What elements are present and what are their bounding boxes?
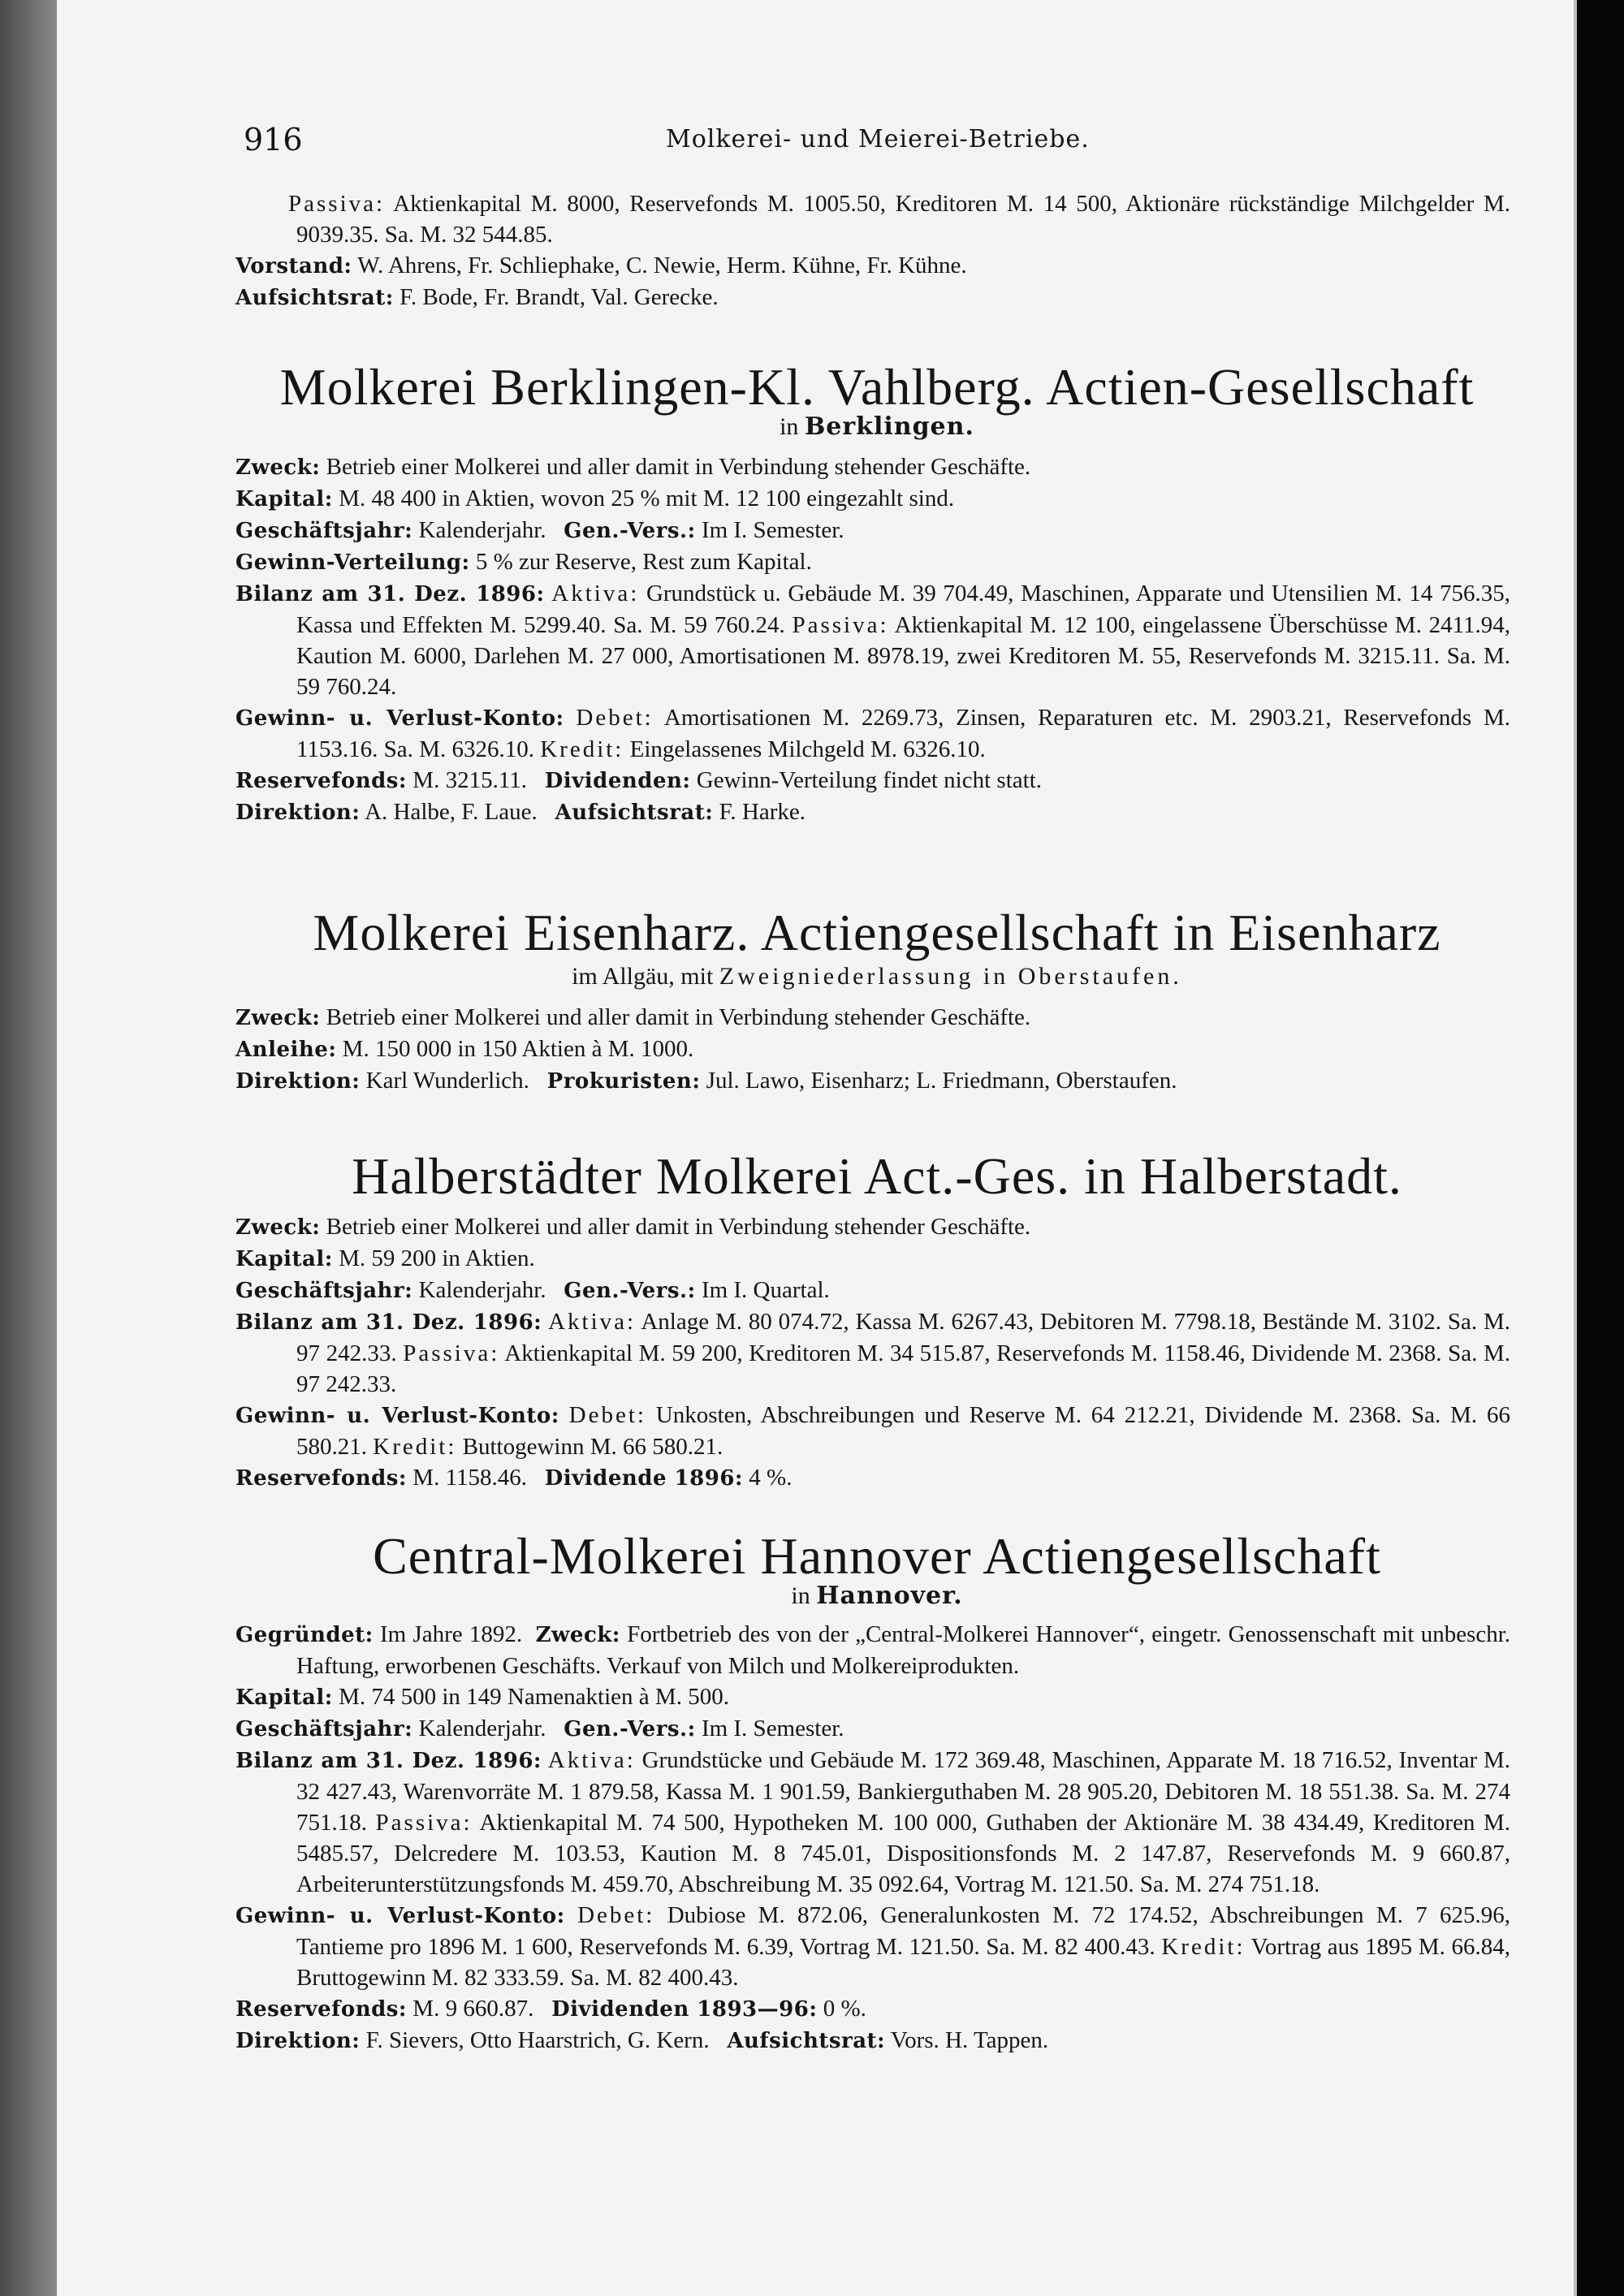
kredit-text: Vortrag aus 1895 M. 66.84, Bruttogewinn M. 82 333.59. Sa. M. 82 400.43. [296,1934,1511,1991]
passiva-label: Passiva: [288,191,386,217]
entry-body-hannover [235,1619,1510,2056]
kapital-line [235,1243,1510,1275]
debet-label: Debet: [568,1402,646,1428]
reserve-label: Reservefonds: [235,769,408,793]
dividenden-label: Dividenden: [544,769,691,793]
gj-label: Geschäftsjahr: [235,1717,413,1741]
aktiva-text: Grundstück u. Gebäude M. 39 704.49, Maschinen, Apparate und Utensilien M. 14 756.35, Kassa und Effekten M. 5299.40. Sa. M. 59 760.24. [296,580,1511,638]
scan-left-shadow [0,0,57,2296]
reservefonds-line [235,765,1510,796]
dividenden-text: 0 %. [823,1996,866,2022]
zweck-text: Betrieb einer Molkerei und aller damit in Verbindung stehender Geschäfte. [326,1004,1031,1030]
guv-paragraph [235,702,1510,765]
sub-text: im Allgäu, mit [572,963,714,990]
entry-title-eisenharz: Molkerei Eisenharz. Actiengesellschaft in Eisenharz [313,904,1441,961]
entry-title-hannover: Central-Molkerei Hannover Actiengesellschaft [373,1527,1381,1585]
gv-text: Im I. Quartal. [701,1277,830,1303]
gj-text: Kalenderjahr. [418,1716,546,1741]
geschaeftsjahr-line [235,515,1510,546]
anleihe-text: M. 150 000 in 150 Aktien à M. 1000. [342,1036,694,1062]
gewinnverteilung-text: 5 % zur Reserve, Rest zum Kapital. [475,549,812,575]
kapital-text: M. 59 200 in Aktien. [339,1245,535,1271]
reserve-text: M. 1158.46. [412,1465,527,1491]
gegruendet-label: Gegründet: [235,1623,374,1647]
direktion-text: F. Sievers, Otto Haarstrich, G. Kern. [365,2027,710,2053]
page-number: 916 [244,122,303,158]
entry-subtitle-berklingen [244,412,1510,441]
kapital-line [235,1681,1510,1713]
gj-label: Geschäftsjahr: [235,519,413,543]
direktion-line [235,1065,1510,1097]
entry-body-halberstadt [235,1211,1510,1494]
guv-label: Gewinn- u. Verlust-Konto: [235,1404,559,1428]
gegruendet-paragraph [235,1619,1510,1681]
passiva-text: Aktienkapital M. 74 500, Hypotheken M. 100 000, Guthaben der Aktionäre M. 38 434.49, Kreditoren M. 5485.57, Delcredere M. 103.53, Kaution M. 8 745.01, Dispositionsfonds M. 2 147.87, Reservefonds M. 9 660.87, Arbeiterunterstützungsfonds M. 459.70, Abschreibung M. 35 092.64, Vortrag M. 121.50. Sa. M. 274 751.18. [296,1810,1511,1897]
zweck-label: Zweck: [235,1006,321,1030]
passiva-text: Aktienkapital M. 12 100, eingelassene Überschüsse M. 2411.94, Kaution M. 6000, Darlehen M. 27 000, Amortisationen M. 8978.19, zwei Kreditoren M. 55, Reservefonds M. 3215.11. Sa. M. 59 760.24. [296,612,1510,700]
zweck-label: Zweck: [235,455,321,480]
reserve-label: Reservefonds: [235,1466,408,1491]
anleihe-label: Anleihe: [235,1038,337,1062]
dividende-text: 4 %. [749,1465,793,1491]
aktiva-label: Aktiva: [548,1309,637,1335]
sub-in: in [780,413,799,440]
prokuristen-text: Jul. Lawo, Eisenharz; L. Friedmann, Oberstaufen. [706,1068,1177,1094]
guv-label: Gewinn- u. Verlust-Konto: [235,706,564,731]
direktion-label: Direktion: [235,1069,361,1094]
passiva-text: Aktienkapital M. 8000, Reservefonds M. 1005.50, Kreditoren M. 14 500, Aktionäre rückständige Milchgelder M. 9039.35. Sa. M. 32 544.85. [296,191,1511,248]
book-spine-shadow [1577,0,1624,2296]
guv-label: Gewinn- u. Verlust-Konto: [235,1904,565,1928]
gv-text: Im I. Semester. [701,517,844,543]
reservefonds-line [235,1462,1510,1494]
kredit-label: Kredit: [1161,1934,1246,1960]
entry-title-berklingen: Molkerei Berklingen-Kl. Vahlberg. Actien-Gesellschaft [279,358,1475,416]
direktion-label: Direktion: [235,2029,361,2053]
kredit-label: Kredit: [373,1434,457,1460]
gegruendet-text: Im Jahre 1892. [380,1621,523,1647]
vorstand-text: W. Ahrens, Fr. Schliephake, C. Newie, Herm. Kühne, Fr. Kühne. [357,252,967,278]
reserve-text: M. 3215.11. [412,767,527,793]
debet-text: Unkosten, Abschreibungen und Reserve M. 64 212.21, Dividende M. 2368. Sa. M. 66 580.21. [296,1402,1510,1460]
reserve-text: M. 9 660.87. [412,1996,534,2022]
debet-text: Amortisationen M. 2269.73, Zinsen, Reparaturen etc. M. 2903.21, Reservefonds M. 1153.16. Sa. M. 6326.10. [296,705,1511,762]
debet-text: Dubiose M. 872.06, Generalunkosten M. 72 174.52, Abschreibungen M. 7 625.96, Tantieme pro 1896 M. 1 600, Reservefonds M. 6.39, Vortrag M. 121.50. Sa. M. 82 400.43. [296,1902,1510,1960]
zweck-label: Zweck: [535,1623,620,1647]
gv-label: Gen.-Vers.: [564,1717,696,1741]
passiva-label: Passiva: [375,1810,473,1836]
kapital-label: Kapital: [235,1685,333,1710]
gewinnverteilung-label: Gewinn-Verteilung: [235,550,470,575]
direktion-line [235,796,1510,828]
reservefonds-line [235,1993,1510,2025]
debet-label: Debet: [576,705,654,731]
gj-text: Kalenderjahr. [418,1277,546,1303]
zweck-text: Betrieb einer Molkerei und aller damit in Verbindung stehender Geschäfte. [326,1214,1031,1240]
aktiva-text: Anlage M. 80 074.72, Kassa M. 6267.43, Debitoren M. 7798.18, Bestände M. 3102. Sa. M. 97 242.33. [296,1309,1511,1366]
aufsichtsrat-text: F. Harke. [719,799,806,825]
aufsichtsrat-line [235,282,1510,313]
aufsichtsrat-text: F. Bode, Fr. Brandt, Val. Gerecke. [400,284,719,310]
direktion-line [235,2025,1510,2056]
gv-label: Gen.-Vers.: [564,1279,696,1303]
geschaeftsjahr-line [235,1275,1510,1306]
dividenden-label: Dividenden 1893—96: [551,1997,818,2022]
debet-label: Debet: [577,1902,655,1928]
passiva-text: Aktienkapital M. 59 200, Kreditoren M. 34 515.87, Reservefonds M. 1158.46, Dividende M. 2368. Sa. M. 97 242.33. [296,1340,1511,1397]
direktion-text: A. Halbe, F. Laue. [365,799,538,825]
kredit-text: Buttogewinn M. 66 580.21. [462,1434,723,1460]
kredit-label: Kredit: [540,736,624,762]
dividende-label: Dividende 1896: [544,1466,744,1491]
sub-spaced: Zweigniederlassung in Oberstaufen. [719,963,1182,990]
aktiva-text: Grundstücke und Gebäude M. 172 369.48, Maschinen, Apparate M. 18 716.52, Inventar M. 32 427.43, Warenvorräte M. 1 879.58, Kassa M. 1 901.59, Bankierguthaben M. 28 905.20, Debitoren M. 18 551.38. Sa. M. 274 751.18. [296,1747,1511,1836]
direktion-text: Karl Wunderlich. [365,1068,529,1094]
entry-title-halberstadt: Halberstädter Molkerei Act.-Ges. in Halberstadt. [352,1147,1402,1205]
zweck-text: Fortbetrieb des von der „Central-Molkerei Hannover“, eingetr. Genossenschaft mit unbeschr. Haftung, erworbenen Geschäfts. Verkauf von Milch und Molkereiprodukten. [296,1621,1511,1679]
bilanz-label: Bilanz am 31. Dez. 1896: [235,1749,542,1773]
aktiva-label: Aktiva: [547,1747,636,1773]
gewinnverteilung-line [235,546,1510,578]
zweck-label: Zweck: [235,1215,321,1240]
gj-text: Kalenderjahr. [418,517,546,543]
bilanz-paragraph [235,1745,1510,1900]
passiva-label: Passiva: [403,1340,500,1366]
passiva-line [235,188,1510,250]
kapital-label: Kapital: [235,1247,333,1271]
sub-place: Hannover. [816,1582,963,1610]
page-header [244,122,1510,162]
entry-body-berklingen [235,451,1510,828]
bilanz-label: Bilanz am 31. Dez. 1896: [235,582,545,606]
zweck-line [235,1211,1510,1243]
dividenden-text: Gewinn-Verteilung findet nicht statt. [696,767,1042,793]
vorstand-label: Vorstand: [235,254,352,278]
kapital-text: M. 74 500 in 149 Namenaktien à M. 500. [339,1684,729,1710]
bilanz-paragraph [235,1306,1510,1400]
direktion-label: Direktion: [235,801,361,825]
prokuristen-label: Prokuristen: [546,1069,701,1094]
aktiva-label: Aktiva: [551,580,640,606]
bilanz-label: Bilanz am 31. Dez. 1896: [235,1310,542,1335]
reserve-label: Reservefonds: [235,1997,408,2022]
sub-place: Berklingen. [804,412,974,441]
passiva-label: Passiva: [792,612,889,638]
kapital-label: Kapital: [235,487,333,511]
running-title: Molkerei- und Meierei-Betriebe. [666,125,1090,153]
gv-label: Gen.-Vers.: [564,519,696,543]
bilanz-paragraph [235,578,1510,702]
gj-label: Geschäftsjahr: [235,1279,413,1303]
aufsichtsrat-label: Aufsichtsrat: [235,286,394,310]
kapital-text: M. 48 400 in Aktien, wovon 25 % mit M. 12 100 eingezahlt sind. [339,486,955,511]
guv-paragraph [235,1900,1510,1993]
zweck-line [235,451,1510,483]
aufsichtsrat-label: Aufsichtsrat: [555,801,714,825]
zweck-text: Betrieb einer Molkerei und aller damit in Verbindung stehender Geschäfte. [326,454,1031,480]
entry-subtitle-hannover [244,1582,1510,1610]
guv-paragraph [235,1400,1510,1462]
entry-body-eisenharz [235,1002,1510,1097]
aufsichtsrat-text: Vors. H. Tappen. [890,2027,1049,2053]
zweck-line [235,1002,1510,1034]
vorstand-line [235,250,1510,282]
sub-in: in [791,1582,810,1609]
anleihe-line [235,1034,1510,1065]
gv-text: Im I. Semester. [701,1716,844,1741]
aufsichtsrat-label: Aufsichtsrat: [727,2029,886,2053]
previous-entry-continuation [235,188,1510,313]
kapital-line [235,483,1510,515]
geschaeftsjahr-line [235,1713,1510,1745]
entry-subtitle-eisenharz [244,963,1510,990]
kredit-text: Eingelassenes Milchgeld M. 6326.10. [629,736,986,762]
